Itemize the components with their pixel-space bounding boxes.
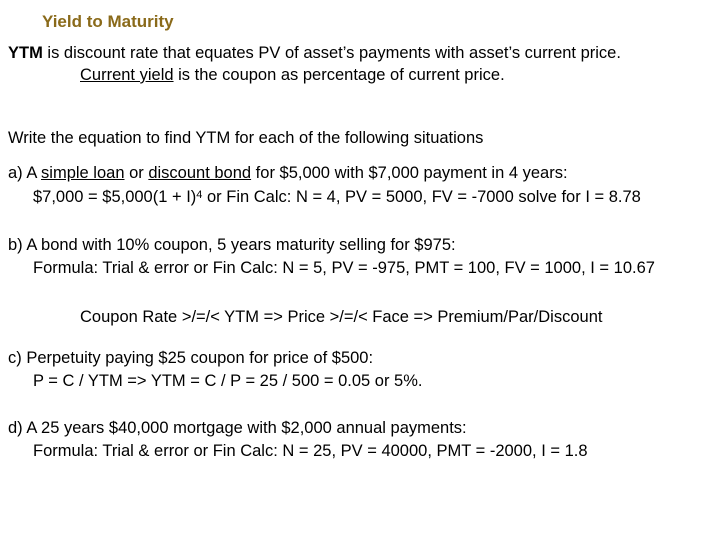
item-d-answer: Formula: Trial & error or Fin Calc: N = 25, PV = 40000, PMT = -2000, I = 1.8 (33, 442, 588, 460)
instruction: Write the equation to find YTM for each of the following situations (8, 129, 484, 147)
ytm-definition (8, 43, 621, 63)
ytm-term: YTM (8, 44, 43, 62)
current-yield-term: Current yield (80, 66, 174, 84)
item-a-answer (33, 187, 641, 207)
item-b-answer: Formula: Trial & error or Fin Calc: N = 5, PV = -975, PMT = 100, FV = 1000, I = 10.67 (33, 259, 655, 277)
item-a-equation: $7,000 = $5,000(1 + I) (33, 188, 197, 206)
item-b-question: b) A bond with 10% coupon, 5 years maturity selling for $975: (8, 236, 456, 254)
current-yield-definition (80, 65, 505, 85)
item-a-rest: for $5,000 with $7,000 payment in 4 years: (251, 164, 568, 182)
item-a-connector: or (124, 164, 149, 182)
simple-loan-term: simple loan (41, 164, 125, 182)
current-yield-definition-text: is the coupon as percentage of current price. (173, 66, 505, 84)
item-a-prefix: a) A (8, 164, 42, 182)
discount-bond-term: discount bond (148, 164, 252, 182)
item-c-question: c) Perpetuity paying $25 coupon for price of $500: (8, 349, 374, 367)
item-a-question (8, 163, 568, 183)
item-a-exponent: 4 (196, 189, 203, 201)
coupon-rate-rule: Coupon Rate >/=/< YTM => Price >/=/< Face => Premium/Par/Discount (80, 308, 603, 326)
ytm-definition-text: is discount rate that equates PV of asset’s payments with asset’s current price. (42, 44, 621, 62)
item-c-answer: P = C / YTM => YTM = C / P = 25 / 500 = 0.05 or 5%. (33, 372, 423, 390)
item-a-fin-calc: or Fin Calc: N = 4, PV = 5000, FV = -7000 solve for I = 8.78 (202, 188, 641, 206)
slide-title: Yield to Maturity (42, 12, 174, 31)
item-d-question: d) A 25 years $40,000 mortgage with $2,000 annual payments: (8, 419, 467, 437)
